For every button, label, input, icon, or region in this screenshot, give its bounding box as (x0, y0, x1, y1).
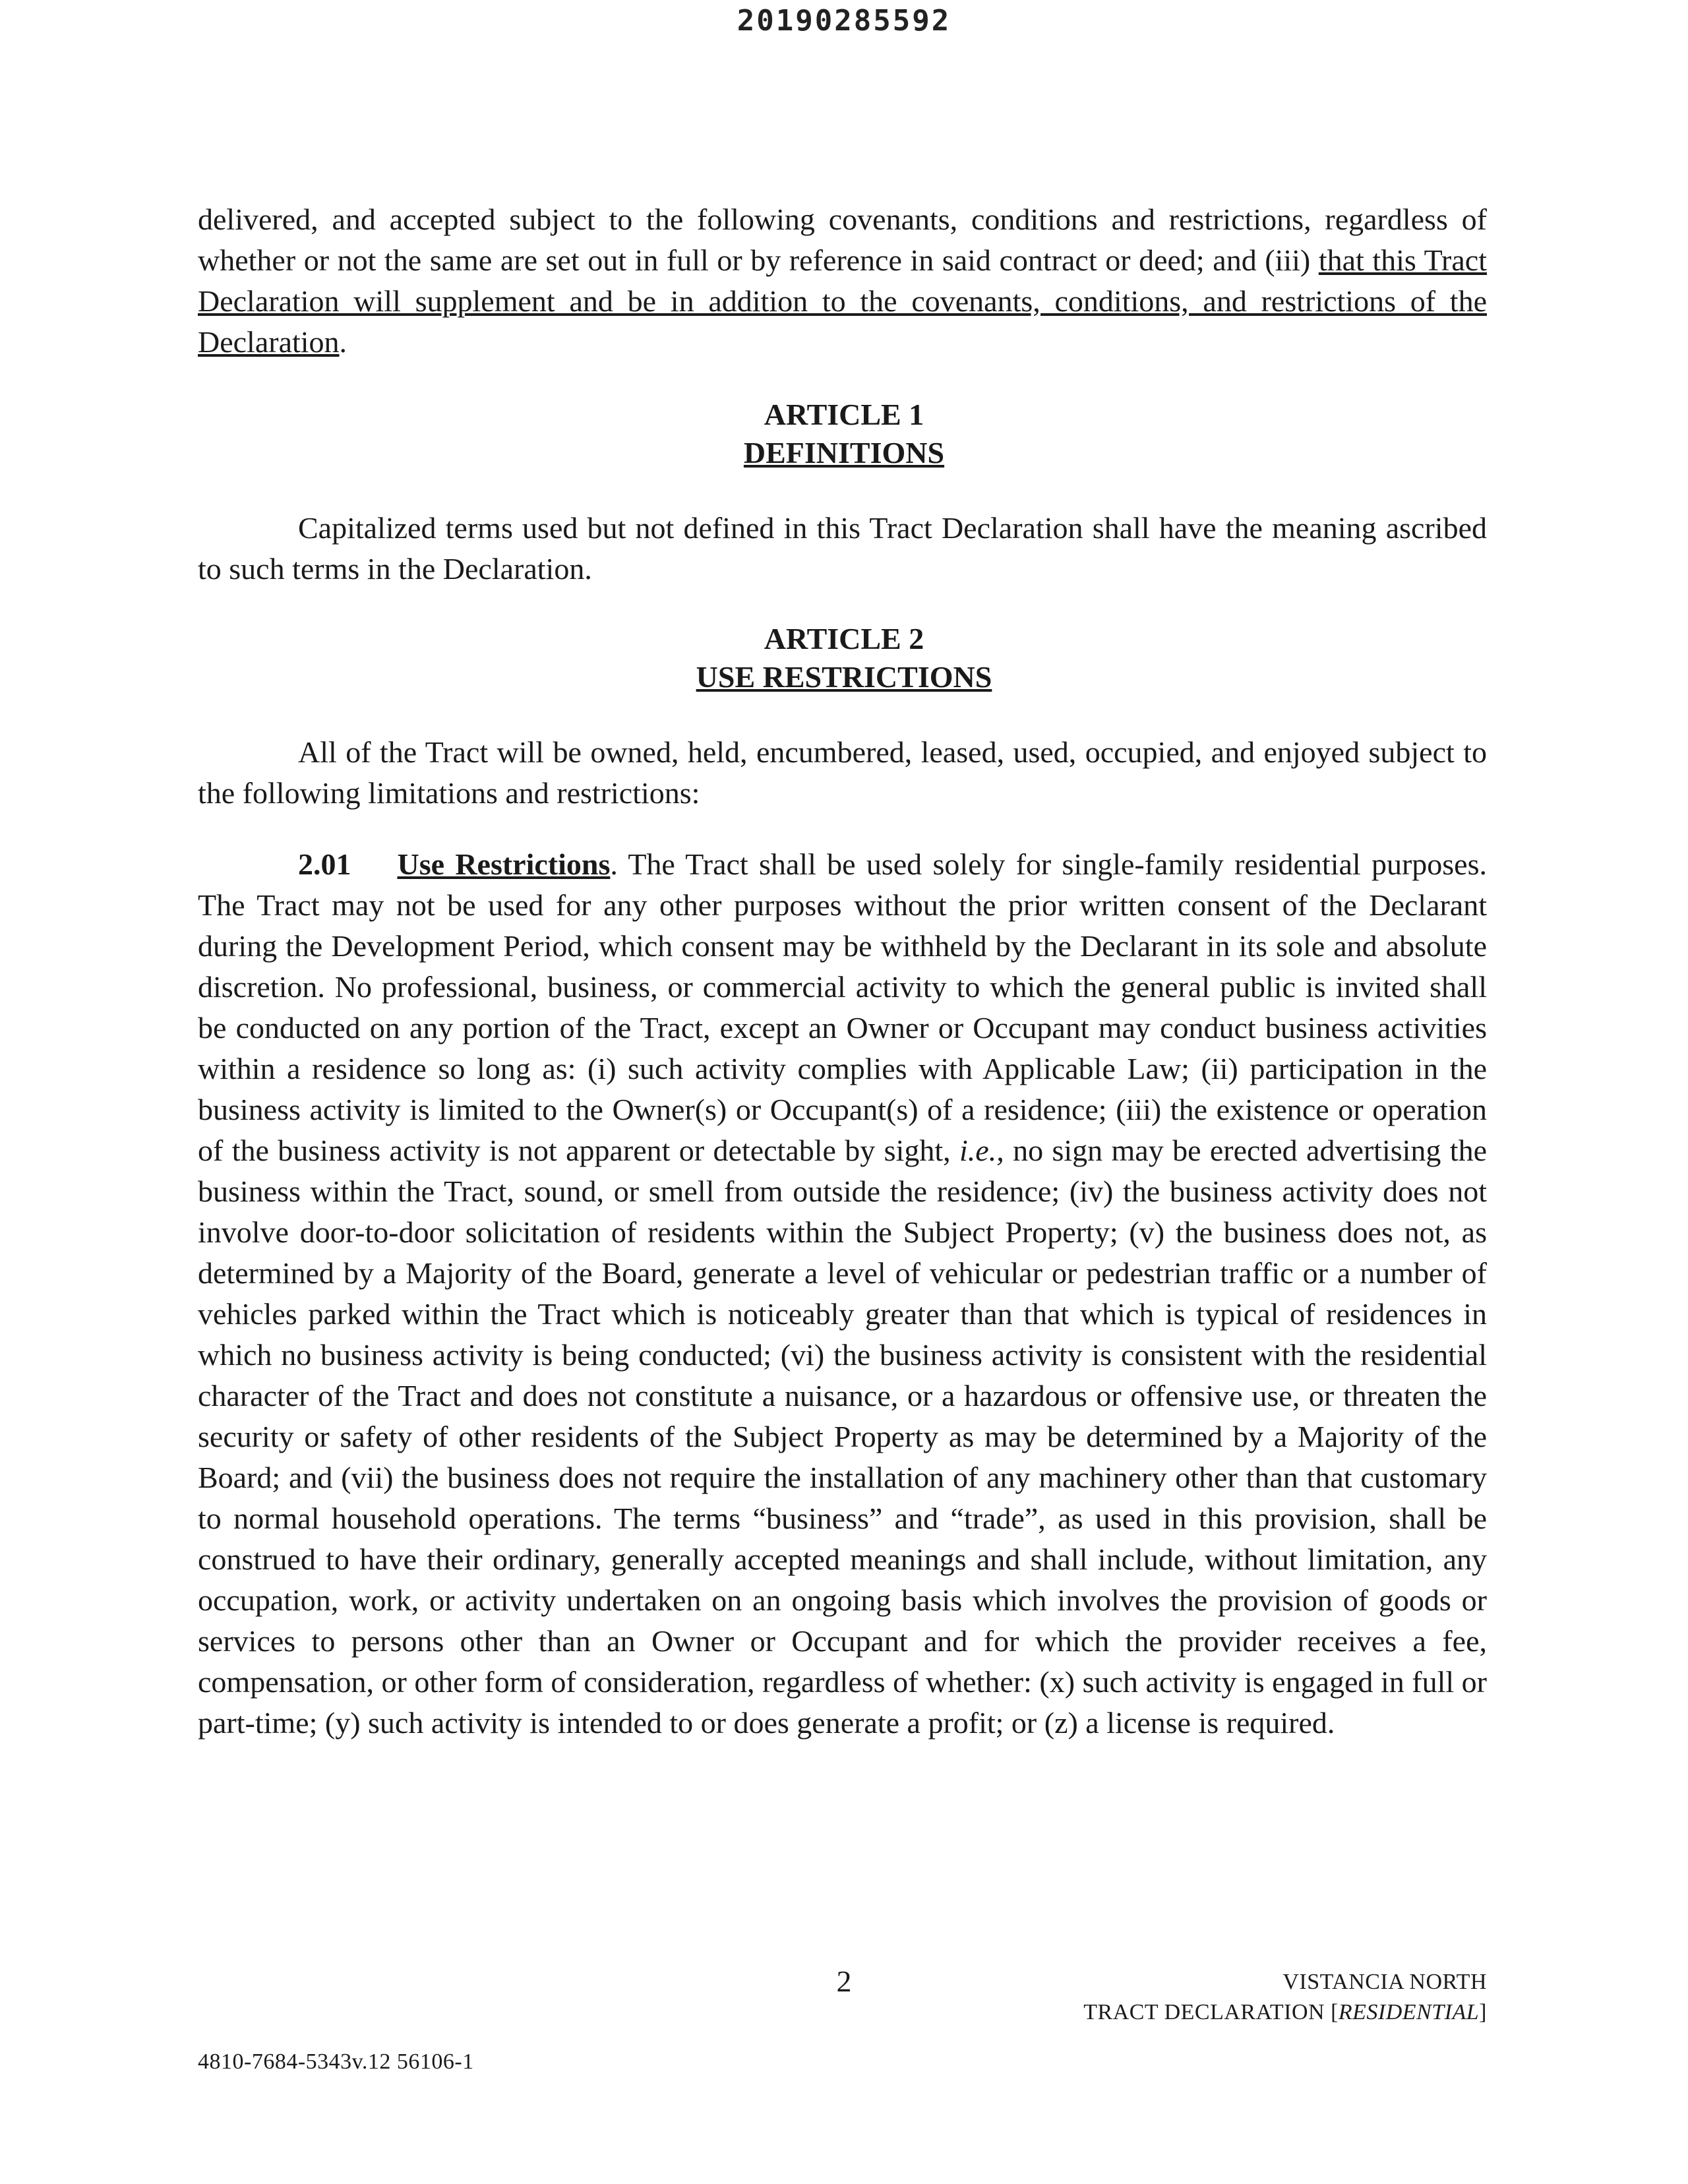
footer-document-id: 4810-7684-5343v.12 56106-1 (198, 2049, 474, 2074)
section-2-01-paragraph (198, 844, 1487, 1744)
article-2-heading-block (0, 620, 1688, 696)
document-number: 20190285592 (737, 4, 951, 38)
footer-document-title (1083, 1967, 1487, 2028)
footer-title-line-1: VISTANCIA NORTH (1282, 1970, 1487, 1994)
article-2-heading: ARTICLE 2 (764, 622, 924, 655)
article-1-heading: ARTICLE 1 (764, 398, 924, 431)
section-italic-ie: i.e., (959, 1134, 1004, 1167)
footer-title-prefix: TRACT DECLARATION [ (1083, 2000, 1339, 2024)
intro-text: delivered, and accepted subject to the following covenants, conditions and restrictions, regardless of whether or not the same are set out in full or by reference in said contract or deed; and (iii) (198, 202, 1487, 277)
intro-underlined-text: that this Tract Declaration will supplement and be in addition to the covenants, conditions, and restrictions of the Declaration (198, 243, 1487, 359)
article-1-subheading: DEFINITIONS (743, 436, 945, 470)
intro-paragraph (198, 199, 1487, 363)
page-number: 2 (836, 1964, 852, 1998)
footer-title-suffix: ] (1479, 2000, 1487, 2024)
footer-title-line-2 (1083, 1997, 1487, 2028)
section-text-part-2: no sign may be erected advertising the business within the Tract, sound, or smell from outside the residence; (iv) the business activity does not involve door-to-door solicitation of residents within the Subject Property; (v) the business does not, as determined by a Majority of the Board, generate a level of vehicular or pedestrian traffic or a number of vehicles parked within the Tract which is noticeably greater than that which is typical of residences in which no business activity is being conducted; (vi) the business activity is consistent with the residential character of the Tract and does not constitute a nuisance, or a hazardous or offensive use, or threaten the security or safety of other residents of the Subject Property as may be determined by a Majority of the Board; and (vii) the business does not require the installation of any machinery other than that customary to normal household operations. The terms “business” and “trade”, as used in this provision, shall be construed to have their ordinary, generally accepted meanings and shall include, without limitation, any occupation, work, or activity undertaken on an ongoing basis which involves the provision of goods or services to persons other than an Owner or Occupant and for which the provider receives a fee, compensation, or other form of consideration, regardless of whether: (x) such activity is engaged in full or part-time; (y) such activity is intended to or does generate a profit; or (z) a license is required. (198, 1134, 1487, 1740)
section-title: Use Restrictions (397, 847, 611, 881)
section-number: 2.01 (298, 847, 351, 881)
article-2-subheading: USE RESTRICTIONS (696, 660, 992, 694)
section-text-part-1: The Tract shall be used solely for single-family residential purposes. The Tract may not be used for any other purposes without the prior written consent of the Declarant during the Development Period, which consent may be withheld by the Declarant in its sole and absolute discretion. No professional, business, or commercial activity to which the general public is invited shall be conducted on any portion of the Tract, except an Owner or Occupant may conduct business activities within a residence so long as: (i) such activity complies with Applicable Law; (ii) participation in the business activity is limited to the Owner(s) or Occupant(s) of a residence; (iii) the existence or operation of the business activity is not apparent or detectable by sight, (198, 847, 1487, 1167)
article-1-heading-block (0, 396, 1688, 472)
article-1-paragraph: Capitalized terms used but not defined in this Tract Declaration shall have the meaning ascribed to such terms in the Declaration. (198, 511, 1487, 586)
article-2-paragraph: All of the Tract will be owned, held, encumbered, leased, used, occupied, and enjoyed subject to the following limitations and restrictions: (198, 735, 1487, 810)
intro-period: . (339, 325, 347, 359)
footer-title-italic: RESIDENTIAL (1338, 2000, 1480, 2024)
section-title-period: . (610, 847, 618, 881)
